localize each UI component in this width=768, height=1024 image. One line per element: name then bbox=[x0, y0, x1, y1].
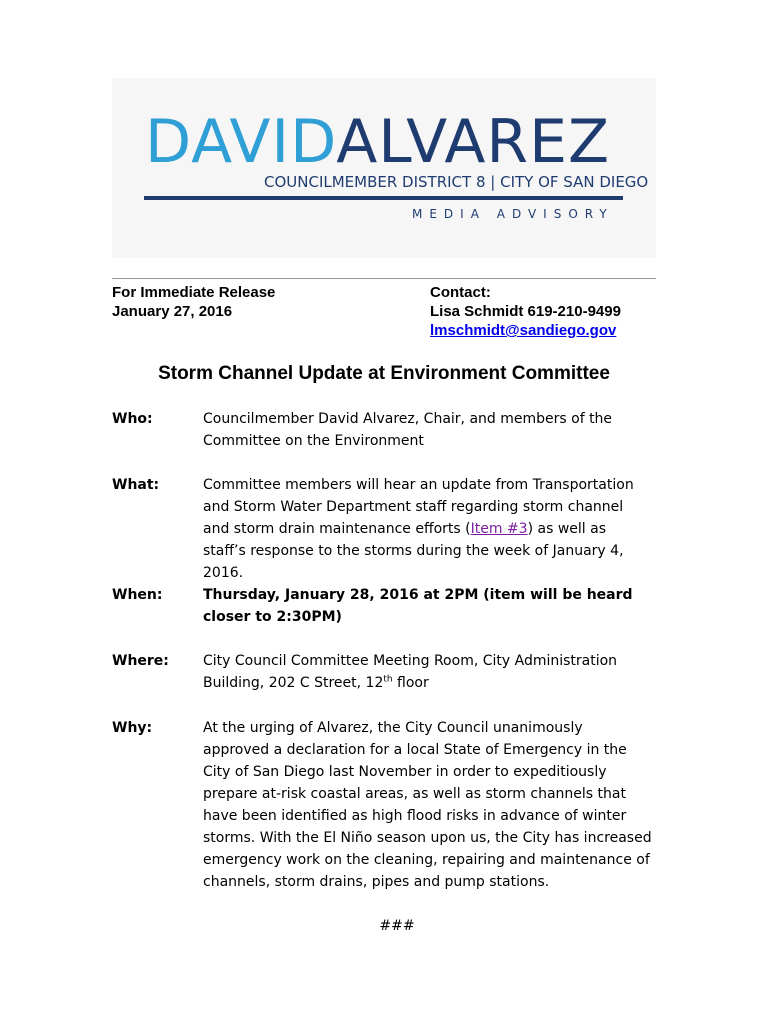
contact-label: Contact: bbox=[430, 284, 491, 301]
who-label: Who: bbox=[112, 411, 153, 427]
contact-block bbox=[430, 283, 621, 340]
letterhead-logo bbox=[112, 78, 656, 258]
why-label: Why: bbox=[112, 720, 153, 736]
logo-divider bbox=[144, 196, 623, 200]
page-title: Storm Channel Update at Environment Committee bbox=[158, 363, 610, 384]
where-text bbox=[203, 650, 653, 694]
what-label: What: bbox=[112, 477, 160, 493]
release-block bbox=[112, 283, 275, 321]
logo-subtitle: COUNCILMEMBER DISTRICT 8 | CITY OF SAN DIEGO bbox=[264, 173, 649, 191]
item-3-link[interactable]: Item #3 bbox=[470, 521, 528, 537]
release-line: For Immediate Release bbox=[112, 284, 276, 301]
release-date: January 27, 2016 bbox=[112, 303, 233, 320]
where-text-before: City Council Committee Meeting Room, City Administration Building, 202 C Street, 12 bbox=[203, 653, 618, 691]
where-text-after: floor bbox=[392, 675, 429, 691]
contact-name-phone: Lisa Schmidt 619-210-9499 bbox=[430, 303, 621, 320]
contact-email-link[interactable]: lmschmidt@sandiego.gov bbox=[430, 322, 617, 339]
when-label: When: bbox=[112, 587, 163, 603]
logo-media-advisory: MEDIA ADVISORY bbox=[412, 207, 614, 221]
where-label: Where: bbox=[112, 653, 169, 669]
when-text: Thursday, January 28, 2016 at 2PM (item will be heard closer to 2:30PM) bbox=[203, 587, 633, 625]
what-text-before: Committee members will hear an update from Transportation and Storm Water Department staff regarding storm channel and storm drain maintenance efforts ( bbox=[203, 477, 634, 537]
why-text: At the urging of Alvarez, the City Council unanimously approved a declaration for a local State of Emergency in the City of San Diego last November in order to expeditiously prepare at-risk coastal areas, as well as storm channels that have been identified as high flood risks in advance of winter storms. With the El Niño season upon us, the City has increased emergency work on the cleaning, repairing and maintenance of channels, storm drains, pipes and pump stations. bbox=[203, 720, 652, 890]
logo-first-name: DAVID bbox=[145, 107, 337, 177]
logo-last-name: ALVAREZ bbox=[336, 107, 611, 177]
logo-name bbox=[145, 106, 610, 178]
what-text bbox=[203, 474, 653, 584]
header-divider bbox=[112, 278, 656, 279]
who-text: Councilmember David Alvarez, Chair, and members of the Committee on the Environment bbox=[203, 411, 613, 449]
what-text-after: ) as well as staff’s response to the storms during the week of January 4, 2016. bbox=[203, 521, 624, 581]
end-mark: ### bbox=[379, 918, 415, 934]
where-superscript: th bbox=[383, 674, 393, 685]
